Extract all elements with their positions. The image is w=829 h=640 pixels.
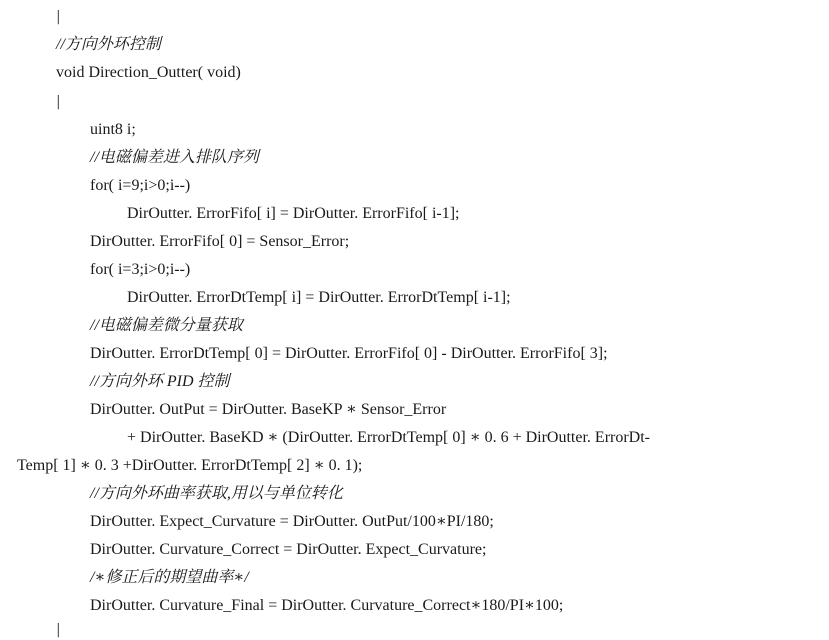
curvature-final-statement: DirOutter. Curvature_Final = DirOutter. Curvature_Correct∗180/PI∗100; xyxy=(90,597,564,614)
expect-curvature-statement: DirOutter. Expect_Curvature = DirOutter. OutPut/100∗PI/180; xyxy=(90,513,494,530)
function-signature: void Direction_Outter( void) xyxy=(56,64,241,81)
output-statement-line1: DirOutter. OutPut = DirOutter. BaseKP ∗ Sensor_Error xyxy=(90,401,447,418)
for-loop-fifo: for( i=9;i>0;i--) xyxy=(90,177,191,194)
fifo-assign-statement: DirOutter. ErrorFifo[ 0] = Sensor_Error; xyxy=(90,233,350,250)
output-statement-line2: + DirOutter. BaseKD ∗ (DirOutter. ErrorDtTemp[ 0] ∗ 0. 6 + DirOutter. ErrorDt- xyxy=(127,429,650,446)
variable-declaration: uint8 i; xyxy=(90,121,136,138)
comment-pid-control: //方向外环 PID 控制 xyxy=(90,373,230,390)
comment-derivative: //电磁偏差微分量获取 xyxy=(90,317,243,334)
comment-curvature: //方向外环曲率获取,用以与单位转化 xyxy=(90,485,343,502)
dttemp-assign-statement: DirOutter. ErrorDtTemp[ 0] = DirOutter. ErrorFifo[ 0] - DirOutter. ErrorFifo[ 3]; xyxy=(90,345,608,362)
comment-direction-outer: //方向外环控制 xyxy=(56,36,161,53)
comment-error-queue: //电磁偏差进入排队序列 xyxy=(90,149,259,166)
output-statement-line3: Temp[ 1] ∗ 0. 3 +DirOutter. ErrorDtTemp[ 2] ∗ 0. 1); xyxy=(17,457,363,474)
comment-corrected-curvature: /∗修正后的期望曲率∗/ xyxy=(90,569,249,586)
for-loop-dttemp: for( i=3;i>0;i--) xyxy=(90,261,191,278)
function-close-brace: | xyxy=(56,622,61,638)
function-open-brace: | xyxy=(56,94,61,110)
fifo-shift-statement: DirOutter. ErrorFifo[ i] = DirOutter. ErrorFifo[ i-1]; xyxy=(127,205,460,222)
open-brace-prev: | xyxy=(56,9,61,25)
dttemp-shift-statement: DirOutter. ErrorDtTemp[ i] = DirOutter. ErrorDtTemp[ i-1]; xyxy=(127,289,511,306)
curvature-correct-statement: DirOutter. Curvature_Correct = DirOutter. Expect_Curvature; xyxy=(90,541,487,558)
